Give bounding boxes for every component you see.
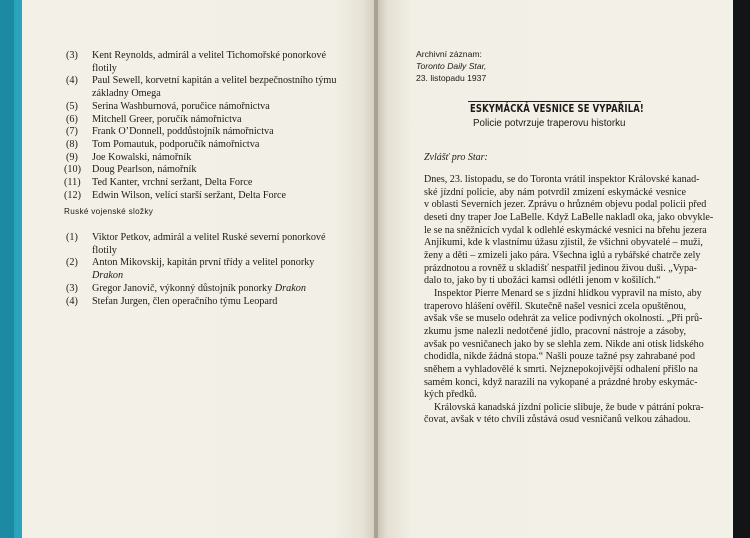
item-text: Tom Pomautuk, podporučík námořnictva <box>92 138 260 150</box>
text-line: Královská kanadská jízdní policie slibuje, že bude v pátrání pokra- <box>434 401 704 413</box>
text-line: Inspektor Pierre Menard se s jízdní hlídkou vypravil na místo, aby <box>434 287 702 299</box>
list-item <box>66 164 346 177</box>
archive-record <box>416 48 486 84</box>
text-line: traperovo hlášení ověřil. Skutečně našel vesnici zcela opuštěnou, <box>424 300 687 312</box>
item-text: Mitchell Greer, poručík námořnictva <box>92 113 242 125</box>
item-text: Anton Mikovskij, kapitán první třídy a velitel ponorky <box>92 257 315 269</box>
text-line: le se na sněžnicích vydal k odlehlé eskymácké vesnici na břehu jezera <box>424 224 707 236</box>
item-number: (4) <box>66 75 78 87</box>
item-number: (6) <box>66 113 78 125</box>
item-number: (4) <box>66 295 78 307</box>
item-number: (3) <box>66 50 78 61</box>
text-line: sněhem a vyhladovělé k smrti. Nejznepokojivější odhalení přišlo na <box>424 363 698 375</box>
item-text-continuation: základny Omega <box>92 88 161 100</box>
headline-rule <box>468 101 641 102</box>
book-cover-right <box>733 0 750 538</box>
text-line: prázdnotou a rovněž u skladišť nespatřil jedinou živou duši. „Vypa- <box>424 262 697 274</box>
text-line: v oblasti Severních jezer. Zprávu o hrůzném objevu podal policii před <box>424 199 707 211</box>
item-number: (1) <box>66 232 78 243</box>
list-item <box>66 296 346 309</box>
article-subheadline: Policie potvrzuje traperovu historku <box>473 118 626 129</box>
item-text: Doug Pearlson, námořník <box>92 164 197 176</box>
item-number: (11) <box>64 177 81 189</box>
archive-label: Archivní záznam: <box>416 49 482 59</box>
text-line: avšak vše se muselo odehrát za velice podivných okolností. „Při prů- <box>424 313 703 325</box>
russian-forces-list <box>66 232 346 308</box>
text-line: Dnes, 23. listopadu, se do Toronta vrátil inspektor Královské kanad- <box>424 174 700 185</box>
item-text: Serina Washburnová, poručice námořnictva <box>92 100 270 112</box>
list-item <box>66 190 346 203</box>
item-text: Joe Kowalski, námořník <box>92 151 192 163</box>
article-paragraph <box>424 174 714 288</box>
ship-name: Drakon <box>92 270 124 282</box>
item-text: Edwin Wilson, velící starší seržant, Delta Force <box>92 189 287 201</box>
item-text: Ted Kanter, vrchní seržant, Delta Force <box>92 177 253 189</box>
text-line: dalo to, jako by ti ubožáci kamsi odlétli jenom v košilích.“ <box>424 275 661 287</box>
item-text: Gregor Janovič, výkonný důstojník ponorky <box>92 282 275 294</box>
archive-date: 23. listopadu 1937 <box>416 73 487 83</box>
text-line: zkumu jsme nalezli nedotčené jídlo, pracovní nástroje a zásoby, <box>424 325 686 337</box>
list-item <box>66 139 346 152</box>
item-number: (8) <box>66 138 78 150</box>
text-line: Anjikumi, kde k vlastnímu úžasu zjistil, že všichni obyvatelé – muži, <box>424 237 703 249</box>
item-text: Frank O’Donnell, poddůstojník námořnictva <box>92 126 274 138</box>
list-item <box>66 50 346 75</box>
text-line: ženy a děti – zmizeli jako pára. Všechna iglú a rybářské chatrče zely <box>424 249 701 261</box>
item-text: Paul Sewell, korvetní kapitán a velitel bezpečnostního týmu <box>92 75 337 87</box>
list-item <box>66 257 346 282</box>
item-text: Kent Reynolds, admirál a velitel Tichomořské ponorkové flotily <box>92 50 326 74</box>
item-text: Viktor Petkov, admirál a velitel Ruské severní ponorkové flotily <box>92 232 326 256</box>
text-line: deseti dny traper Joe LaBelle. Když LaBelle nakladl oka, jako obvykle- <box>424 211 714 223</box>
list-item <box>66 101 346 114</box>
item-number: (2) <box>66 257 78 269</box>
text-line: avšak po vesničanech jako by se slehla zem. Nikde ani otisk lidského <box>424 338 704 350</box>
article-body <box>424 174 714 427</box>
item-number: (3) <box>66 282 78 294</box>
text-line: chodidla, nikde žádná stopa.“ Našli pouze tažné psy zahrabané pod <box>424 351 696 363</box>
book-gutter <box>374 0 378 538</box>
article-dateline: Zvlášť pro Star: <box>424 152 488 163</box>
list-item <box>66 232 346 257</box>
item-number: (10) <box>64 164 81 176</box>
newspaper-name: Toronto Daily Star, <box>416 61 487 71</box>
article-paragraph <box>424 401 704 427</box>
article-paragraph <box>424 287 704 402</box>
article-headline: ESKYMÁCKÁ VESNICE SE VYPAŘILA! <box>470 103 644 115</box>
page-block-edge <box>14 0 22 538</box>
list-item <box>66 75 346 100</box>
item-number: (7) <box>66 126 78 138</box>
item-number: (5) <box>66 100 78 112</box>
list-item <box>66 114 346 127</box>
list-item <box>66 177 346 190</box>
list-item <box>66 126 346 139</box>
list-item <box>66 283 346 296</box>
text-line: čovat, avšak v této chvíli zůstává osud vesničanů velkou záhadou. <box>424 414 691 426</box>
item-number: (9) <box>66 151 78 163</box>
ship-name: Drakon <box>274 282 306 294</box>
item-number: (12) <box>64 189 81 201</box>
list-item <box>66 152 346 165</box>
text-line: ské jízdní policie, aby nám potvrdil zmizení eskymácké vesnice <box>424 186 686 198</box>
text-line: kých předků. <box>424 389 477 401</box>
officers-list <box>66 50 346 202</box>
section-heading: Ruské vojenské složky <box>64 207 154 216</box>
item-text: Stefan Jurgen, člen operačního týmu Leopard <box>92 295 278 307</box>
text-line: samém konci, když narazili na vykopané a prázdné hroby eskymác- <box>424 376 698 388</box>
